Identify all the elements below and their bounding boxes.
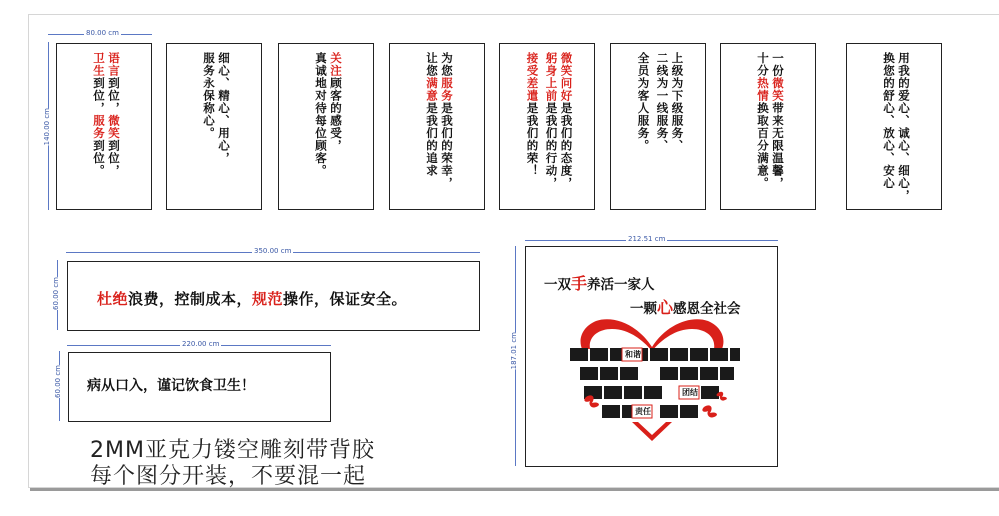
slogan-column <box>636 52 651 152</box>
heart-tag-2: 团结 <box>682 388 698 397</box>
slogan-text-2 <box>197 52 231 165</box>
production-note-1: 2MM亚克力镂空雕刻带背胶 <box>90 438 375 463</box>
slogan-column <box>544 52 559 190</box>
heart-graphic <box>526 247 779 468</box>
slogan-segment: 到位， <box>92 77 106 115</box>
slogan-segment: 上级为下级服务、 <box>670 52 685 152</box>
slogan-column <box>439 52 454 190</box>
slogan-segment: 是我们的荣！ <box>525 102 540 177</box>
slogan-segment: 到位， <box>107 77 121 115</box>
heart-panel <box>525 246 778 467</box>
dim-label-140: 140.00 cm <box>43 108 51 146</box>
banner-segment: 操作，保证安全。 <box>283 290 408 308</box>
slogan-segment: 换您的舒心、放心、安心 <box>882 52 896 190</box>
slogan-column <box>525 52 540 190</box>
slogan-segment: 到位。 <box>92 139 106 177</box>
slogan-column <box>755 52 770 190</box>
slogan-column <box>328 52 343 177</box>
dim-label-187: 187.01 cm <box>510 332 518 370</box>
slogan-highlight: 热情 <box>756 77 770 102</box>
slogan-highlight: 语言 <box>107 52 121 77</box>
slogan-text-1 <box>87 52 121 177</box>
heart-red-outline <box>581 319 724 351</box>
slogan-highlight: 服务 <box>92 114 106 140</box>
heart-brick-grid <box>570 348 740 418</box>
slogan-column <box>106 52 121 177</box>
heart-line-2a: 一颗 <box>630 301 657 317</box>
slogan-text-7 <box>751 52 785 190</box>
slogan-highlight: 躬身上前 <box>544 52 559 102</box>
slogan-segment: 到位， <box>107 139 121 177</box>
heart-line-2c: 感恩全社会 <box>673 301 741 317</box>
production-note-2: 每个图分开装，不要混一起 <box>90 464 367 489</box>
dove-icon-right-2 <box>717 392 727 401</box>
slogan-column <box>655 52 670 152</box>
slogan-highlight: 接受差遣 <box>525 52 540 102</box>
slogan-segment: 全员为客人服务。 <box>636 52 651 152</box>
slogan-text-3 <box>309 52 343 177</box>
slogan-panel-7 <box>720 43 816 210</box>
slogan-text-8 <box>877 52 911 202</box>
slogan-panel-5 <box>499 43 595 210</box>
slogan-segment: 是我们的态度， <box>559 102 574 190</box>
heart-line-1a: 一双 <box>544 277 571 293</box>
banner-segment: 浪费，控制成本， <box>128 290 253 308</box>
banner-hygiene-text: 病从口入，谨记饮食卫生！ <box>87 378 255 394</box>
slogan-segment: 服务永保称心。 <box>202 52 216 140</box>
slogan-highlight: 微笑 <box>107 114 121 140</box>
slogan-column <box>313 52 328 177</box>
dim-label-350: 350.00 cm <box>254 247 292 255</box>
heart-line-1b: 手 <box>571 274 588 293</box>
slogan-segment: 真诚地对待每位顾客。 <box>314 52 328 177</box>
dim-label-60a: 60.00 cm <box>52 277 60 310</box>
slogan-text-5 <box>521 52 574 190</box>
slogan-highlight: 满意 <box>425 77 439 102</box>
slogan-segment: 十分 <box>756 52 770 77</box>
slogan-segment: 带来无限温馨， <box>771 102 785 190</box>
heart-line-1c: 养活一家人 <box>587 277 655 293</box>
heart-tag-1: 和谐 <box>625 350 641 359</box>
slogan-segment: 细心、精心、用心， <box>217 52 231 165</box>
heart-tag-3: 责任 <box>635 407 651 416</box>
slogan-text-4 <box>420 52 454 190</box>
banner-safety <box>67 261 480 331</box>
slogan-segment: 是我们的荣幸， <box>440 102 454 190</box>
dim-label-80: 80.00 cm <box>86 29 119 37</box>
slogan-panel-6 <box>610 43 706 210</box>
banner-highlight: 规范 <box>252 290 284 308</box>
dim-label-212: 212.51 cm <box>628 235 666 243</box>
slogan-segment: 用我的爱心、诚心、细心， <box>897 52 911 202</box>
slogan-segment: 顾客的感受， <box>329 77 343 152</box>
dim-label-60b: 60.00 cm <box>54 365 62 398</box>
banner-hygiene <box>68 352 331 422</box>
slogan-segment: 二线为一线服务、 <box>655 52 670 152</box>
slogan-segment: 是我们的行动， <box>544 102 559 190</box>
slogan-segment: 换取百分满意。 <box>756 102 770 190</box>
slogan-column <box>770 52 785 190</box>
slogan-panel-8 <box>846 43 942 210</box>
heart-bottom-point <box>632 422 672 441</box>
slogan-highlight: 卫生 <box>92 52 106 77</box>
slogan-column <box>216 52 231 165</box>
slogan-column <box>91 52 106 177</box>
slogan-segment: 一份 <box>771 52 785 77</box>
slogan-panel-4 <box>389 43 485 210</box>
dim-label-220: 220.00 cm <box>182 340 220 348</box>
slogan-column <box>424 52 439 190</box>
slogan-column <box>670 52 685 152</box>
banner-highlight: 杜绝 <box>97 290 129 308</box>
slogan-segment: 让您 <box>425 52 439 77</box>
slogan-highlight: 微笑 <box>771 77 785 102</box>
slogan-highlight: 微笑问好 <box>559 52 574 102</box>
slogan-highlight: 服务 <box>440 77 454 102</box>
slogan-column <box>896 52 911 202</box>
slogan-panel-3 <box>278 43 374 210</box>
slogan-segment: 是我们的追求 <box>425 102 439 177</box>
slogan-text-6 <box>632 52 685 152</box>
dove-icon-right-1 <box>702 405 717 417</box>
slogan-column <box>201 52 216 165</box>
slogan-panel-2 <box>166 43 262 210</box>
heart-line-2b: 心 <box>657 298 674 317</box>
slogan-panel-1 <box>56 43 152 210</box>
slogan-segment: 为您 <box>440 52 454 77</box>
slogan-column <box>881 52 896 202</box>
slogan-column <box>559 52 574 190</box>
slogan-highlight: 关注 <box>329 52 343 77</box>
banner-safety-text <box>97 288 407 309</box>
